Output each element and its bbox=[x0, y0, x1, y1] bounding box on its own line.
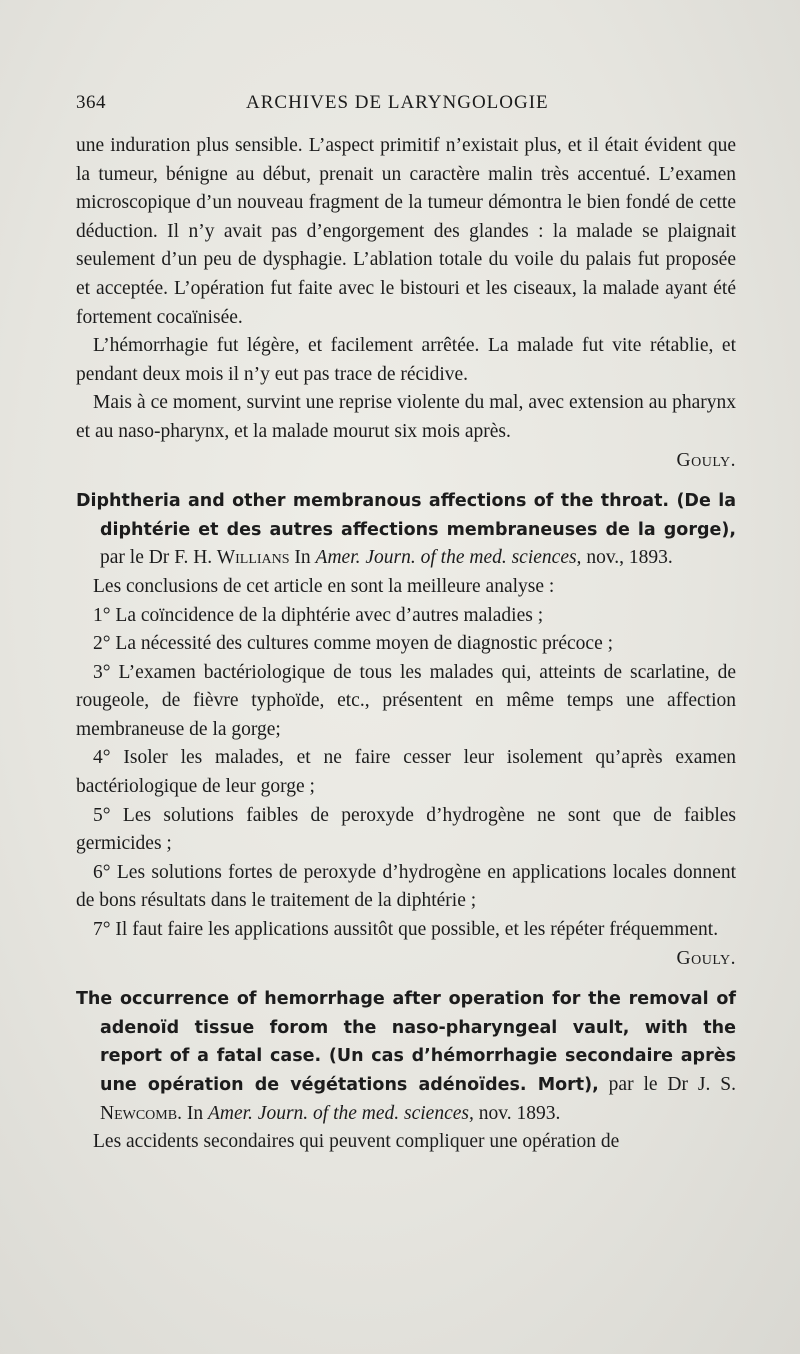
publication-date: nov. 1893. bbox=[473, 1102, 561, 1124]
list-item: 2° La nécessité des cultures comme moyen de diagnostic précoce ; bbox=[93, 633, 614, 655]
byline-prefix: par le Dr bbox=[100, 547, 175, 569]
abstract-heading bbox=[76, 487, 736, 573]
byline-prefix: par le Dr bbox=[598, 1074, 698, 1095]
paragraph: Les conclusions de cet article en sont la meilleure analyse : bbox=[93, 575, 555, 597]
list-item: 7° Il faut faire les applications aussitôt que possible, et les répéter fréquemment. bbox=[93, 919, 719, 941]
article-title: The occurrence of hemorrhage after operation for the removal of adenoïd tissue forom the naso-pharyngeal vault, with the report of a fatal case. (Un cas d’hémorrhagie secondaire après une opération de végétations adénoïdes. Mort), bbox=[76, 989, 736, 1095]
list-item: 6° Les solutions fortes de peroxyde d’hydrogène en applications locales donnent de bons résultats dans le traitement de la diphtérie ; bbox=[76, 861, 736, 912]
journal-name: Amer. Journ. of the med. sciences, bbox=[315, 547, 582, 569]
paragraph: une induration plus sensible. L’aspect primitif n’existait plus, et il était évident que la tumeur, bénigne au début, prenait un caractère malin très accentué. L’examen microscopique d’un nouveau fragment de la tumeur démontra le bien fondé de cette déduction. Il n’y avait pas d’engorgement des glandes : la malade se plaignait seulement d’un peu de dysphagie. L’ablation totale du voile du palais fut proposée et acceptée. L’opération fut faite avec le bistouri et les ciseaux, la malade ayant été fortement cocaïnisée. bbox=[76, 135, 736, 328]
list-item: 3° L’examen bactériologique de tous les malades qui, atteints de scarlatine, de rougeole, de fièvre typhoïde, etc., présentent en même temps une affection membraneuse de la gorge; bbox=[76, 661, 736, 740]
page-number: 364 bbox=[76, 92, 106, 113]
author-name: J. S. Newcomb. bbox=[100, 1074, 736, 1124]
paragraph: Les accidents secondaires qui peuvent compliquer une opération de bbox=[93, 1131, 620, 1153]
paragraph: Mais à ce moment, survint une reprise violente du mal, avec extension au pharynx et au naso-pharynx, et la malade mourut six mois après. bbox=[76, 392, 736, 442]
abstract-heading bbox=[76, 985, 736, 1128]
author-name: F. H. Willians bbox=[174, 547, 290, 569]
publication-date: nov., 1893. bbox=[581, 547, 673, 569]
in-word: In bbox=[289, 547, 316, 569]
article-title: Diphtheria and other membranous affections of the throat. (De la diphtérie et des autres affections membraneuses de la gorge), bbox=[76, 491, 736, 540]
journal-name: Amer. Journ. of the med. sciences, bbox=[207, 1102, 474, 1124]
signature: Gouly. bbox=[676, 947, 736, 969]
list-item: 4° Isoler les malades, et ne faire cesser leur isolement qu’après examen bactériologique de leur gorge ; bbox=[76, 747, 736, 798]
in-word: In bbox=[181, 1102, 208, 1124]
page-body bbox=[76, 132, 736, 1157]
page-header bbox=[76, 92, 736, 132]
paragraph: L’hémorrhagie fut légère, et facilement arrêtée. La malade fut vite rétablie, et pendant deux mois il n’y eut pas trace de récidive. bbox=[76, 335, 736, 385]
running-title: ARCHIVES DE LARYNGOLOGIE bbox=[246, 92, 549, 113]
signature: Gouly. bbox=[676, 449, 736, 471]
list-item: 5° Les solutions faibles de peroxyde d’hydrogène ne sont que de faibles germicides ; bbox=[76, 804, 736, 855]
list-item: 1° La coïncidence de la diphtérie avec d’autres maladies ; bbox=[93, 604, 544, 626]
